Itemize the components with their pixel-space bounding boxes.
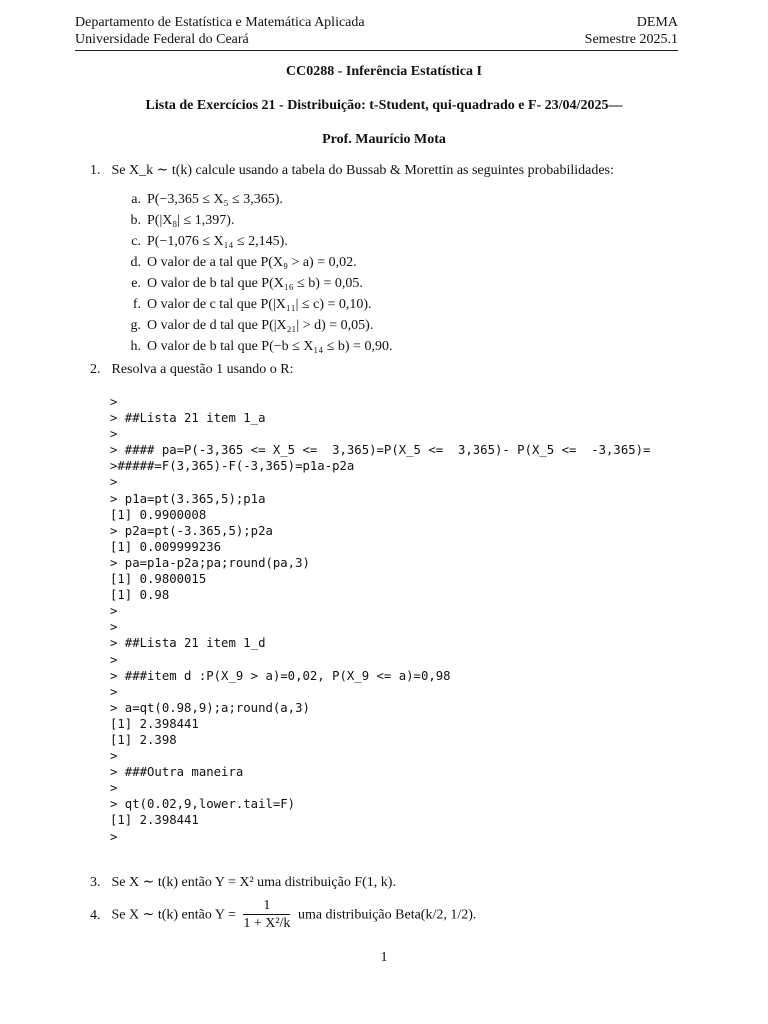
item-text: P(|X₈| ≤ 1,397). bbox=[147, 213, 235, 228]
item-text: O valor de b tal que P(X₁₆ ≤ b) = 0,05. bbox=[147, 276, 363, 291]
list-item bbox=[120, 252, 392, 273]
list-item bbox=[120, 189, 392, 210]
fraction-numerator: 1 bbox=[243, 898, 290, 915]
header-rule bbox=[75, 50, 678, 51]
item-text: P(−1,076 ≤ X₁₄ ≤ 2,145). bbox=[147, 234, 288, 249]
item-label: h. bbox=[130, 339, 141, 354]
list-item bbox=[120, 294, 392, 315]
question-3 bbox=[90, 874, 396, 892]
list-item bbox=[120, 210, 392, 231]
question-number: 2. bbox=[90, 362, 101, 377]
item-text: O valor de b tal que P(−b ≤ X₁₄ ≤ b) = 0,90. bbox=[147, 339, 393, 354]
item-label: c. bbox=[131, 234, 141, 249]
r-code-block: > > ##Lista 21 item 1_a > > #### pa=P(-3,365 <= X_5 <= 3,365)=P(X_5 <= 3,365)- P(X_5 <= -3,365)= >#####=F(3,365)-F(-3,365)=p1a-p2a > > p1a=pt(3.365,5);p1a [1] 0.9900008 > p2a=pt(-3.365,5);p2a [1] 0.009999236 > pa=p1a-p2a;pa;round(pa,3) [1] 0.9800015 [1] 0.98 > > > ##Lista 21 item 1_d > > ###item d :P(X_9 > a)=0,02, P(X_9 <= a)=0,98 > > a=qt(0.98,9);a;round(a,3) [1] 2.398441 [1] 2.398 > > ###Outra maneira > > qt(0.02,9,lower.tail=F) [1] 2.398441 > bbox=[110, 395, 651, 844]
item-label: e. bbox=[131, 276, 141, 291]
department-name: Departamento de Estatística e Matemática Aplicada bbox=[75, 15, 365, 30]
fraction-denominator: 1 + X²/k bbox=[243, 916, 291, 931]
question-1 bbox=[90, 162, 614, 180]
question-number: 1. bbox=[90, 163, 101, 178]
question-text: Se X_k ∼ t(k) calcule usando a tabela do Bussab & Morettin as seguintes probabilidades: bbox=[111, 163, 614, 178]
item-text: O valor de d tal que P(|X₂₁| > d) = 0,05). bbox=[147, 318, 374, 333]
question-text-prefix: Se X ∼ t(k) então Y = bbox=[111, 907, 236, 923]
list-title: Lista de Exercícios 21 - Distribuição: t-Student, qui-quadrado e F- 23/04/2025— bbox=[145, 98, 623, 113]
question-text: Resolva a questão 1 usando o R: bbox=[111, 362, 294, 377]
question-text: Se X ∼ t(k) então Y = X² uma distribuição F(1, k). bbox=[111, 875, 396, 890]
question-1-items bbox=[120, 189, 392, 357]
question-text-suffix: uma distribuição Beta(k/2, 1/2). bbox=[297, 907, 477, 923]
course-title: CC0288 - Inferência Estatística I bbox=[286, 64, 482, 79]
semester: Semestre 2025.1 bbox=[584, 32, 678, 47]
item-label: d. bbox=[130, 255, 141, 270]
header-left bbox=[75, 14, 365, 48]
item-label: a. bbox=[131, 192, 141, 207]
header-right bbox=[585, 14, 678, 48]
dept-acronym: DEMA bbox=[636, 15, 678, 30]
question-4 bbox=[90, 898, 476, 933]
item-text: P(−3,365 ≤ X₅ ≤ 3,365). bbox=[147, 192, 283, 207]
item-text: O valor de c tal que P(|X₁₁| ≤ c) = 0,10). bbox=[147, 297, 372, 312]
item-label: f. bbox=[132, 297, 141, 312]
item-text: O valor de a tal que P(X₉ > a) = 0,02. bbox=[147, 255, 357, 270]
list-item bbox=[120, 273, 392, 294]
fraction bbox=[243, 898, 290, 933]
list-item bbox=[120, 315, 392, 336]
question-number: 3. bbox=[90, 875, 101, 890]
list-item bbox=[120, 231, 392, 252]
item-label: g. bbox=[130, 318, 141, 333]
question-number: 4. bbox=[90, 907, 101, 923]
item-label: b. bbox=[130, 213, 141, 228]
professor-name: Prof. Maurício Mota bbox=[322, 132, 446, 147]
list-item bbox=[120, 336, 392, 357]
page-number: 1 bbox=[380, 950, 388, 965]
university-name: Universidade Federal do Ceará bbox=[75, 32, 249, 47]
question-2 bbox=[90, 361, 293, 379]
